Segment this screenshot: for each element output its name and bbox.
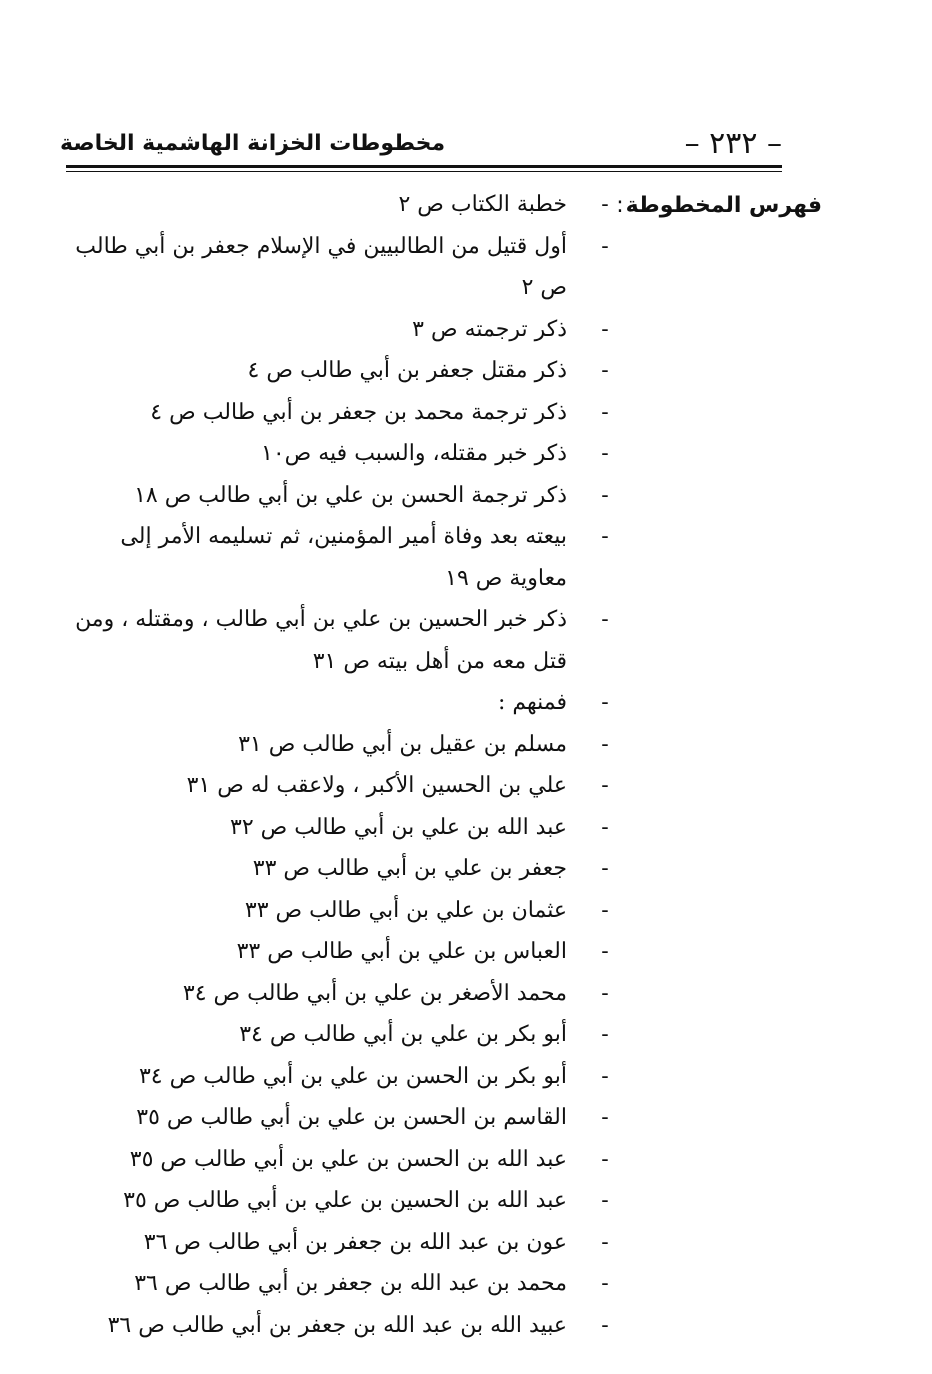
entry-dash: - — [601, 1271, 609, 1296]
entry-dash: - — [601, 773, 609, 798]
entry-text: ذكر مقتل جعفر بن أبي طالب ص ٤ — [247, 358, 567, 383]
contents-entry — [67, 1056, 609, 1098]
contents-entry — [67, 807, 609, 849]
contents-entry — [67, 931, 609, 973]
entry-dash: - — [601, 358, 609, 383]
contents-entry — [67, 350, 609, 392]
entry-text: محمد بن عبد الله بن جعفر بن أبي طالب ص ٣٦ — [134, 1271, 567, 1296]
contents-entry — [67, 516, 609, 599]
entry-dash: - — [601, 1229, 609, 1255]
contents-entry — [67, 475, 609, 517]
contents-entry — [67, 973, 609, 1015]
entry-text: عون بن عبد الله بن جعفر بن أبي طالب ص ٣٦ — [143, 1229, 567, 1255]
entry-dash: - — [601, 939, 609, 964]
entry-dash: - — [601, 856, 609, 881]
entry-dash: - — [601, 814, 609, 840]
entry-text: ذكر خبر مقتله، والسبب فيه ص١٠ — [261, 441, 567, 466]
entry-dash: - — [601, 1146, 609, 1172]
header-rule-thin — [66, 171, 782, 172]
entry-text: عثمان بن علي بن أبي طالب ص ٣٣ — [244, 897, 567, 923]
section-label-colon: : — [616, 193, 624, 218]
entry-text: عبيد الله بن عبد الله بن جعفر بن أبي طالب ص ٣٦ — [107, 1312, 567, 1338]
entry-dash: - — [601, 1063, 609, 1089]
section-label — [616, 186, 822, 226]
contents-entry — [67, 1097, 609, 1139]
entry-dash: - — [601, 690, 609, 715]
section-label-text: فهرس المخطوطة — [625, 193, 822, 218]
entry-dash: - — [601, 897, 609, 923]
entry-dash: - — [601, 1312, 609, 1338]
contents-list — [67, 184, 609, 1346]
contents-entry — [67, 433, 609, 475]
entry-text: ذكر خبر الحسين بن علي بن أبي طالب ، ومقتله ، ومن قتل معه من أهل بيته ص ٣١ — [75, 607, 567, 674]
running-header — [60, 122, 782, 166]
entry-text: فمنهم : — [497, 690, 567, 715]
entry-text: أول قتيل من الطالبيين في الإسلام جعفر بن أبي طالب ص ٢ — [75, 233, 567, 300]
entry-text: عبد الله بن الحسين بن علي بن أبي طالب ص ٣٥ — [123, 1188, 567, 1213]
contents-entry — [67, 1014, 609, 1056]
contents-entry — [67, 226, 609, 309]
running-title: مخطوطات الخزانة الهاشمية الخاصة — [60, 131, 446, 156]
entry-text: عبد الله بن علي بن أبي طالب ص ٣٢ — [230, 814, 567, 840]
entry-text: القاسم بن الحسن بن علي بن أبي طالب ص ٣٥ — [136, 1105, 567, 1130]
entry-text: محمد الأصغر بن علي بن أبي طالب ص ٣٤ — [182, 980, 567, 1006]
contents-entry — [67, 724, 609, 766]
header-rule-thick — [66, 165, 782, 168]
entry-text: ذكر ترجمة محمد بن جعفر بن أبي طالب ص ٤ — [150, 399, 567, 425]
entry-dash: - — [601, 1105, 609, 1130]
contents-entry — [67, 309, 609, 351]
entry-dash: - — [601, 1188, 609, 1213]
contents-entry — [67, 184, 609, 226]
contents-entry — [67, 765, 609, 807]
entry-dash: - — [601, 399, 609, 425]
entry-dash: - — [601, 524, 609, 549]
entry-text: ذكر ترجمته ص ٣ — [412, 316, 567, 342]
entry-text: عبد الله بن الحسن بن علي بن أبي طالب ص ٣٥ — [129, 1146, 567, 1172]
entry-text: خطبة الكتاب ص ٢ — [398, 192, 567, 217]
entry-dash: - — [601, 192, 609, 217]
entry-text: جعفر بن علي بن أبي طالب ص ٣٣ — [252, 856, 567, 881]
contents-entry — [67, 848, 609, 890]
entry-dash: - — [601, 441, 609, 466]
contents-entry — [67, 1305, 609, 1347]
entry-dash: - — [601, 316, 609, 342]
entry-dash: - — [601, 233, 609, 259]
entry-text: بيعته بعد وفاة أمير المؤمنين، ثم تسليمه الأمر إلى معاوية ص ١٩ — [120, 524, 567, 591]
entry-dash: - — [601, 980, 609, 1006]
contents-entry — [67, 1180, 609, 1222]
entry-text: مسلم بن عقيل بن أبي طالب ص ٣١ — [238, 731, 567, 757]
page-number: – ٢٣٢ – — [684, 126, 782, 161]
entry-dash: - — [601, 1022, 609, 1047]
contents-entry — [67, 1139, 609, 1181]
entry-text: علي بن الحسين الأكبر ، ولاعقب له ص ٣١ — [186, 773, 567, 798]
contents-entry — [67, 890, 609, 932]
entry-dash: - — [601, 731, 609, 757]
entry-text: أبو بكر بن الحسن بن علي بن أبي طالب ص ٣٤ — [138, 1063, 567, 1089]
contents-entry — [67, 1263, 609, 1305]
contents-entry — [67, 1222, 609, 1264]
contents-entry — [67, 392, 609, 434]
entry-text: أبو بكر بن علي بن أبي طالب ص ٣٤ — [239, 1022, 567, 1047]
entry-dash: - — [601, 482, 609, 508]
entry-dash: - — [601, 607, 609, 632]
contents-entry — [67, 599, 609, 682]
entry-text: العباس بن علي بن أبي طالب ص ٣٣ — [236, 939, 567, 964]
entry-text: ذكر ترجمة الحسن بن علي بن أبي طالب ص ١٨ — [134, 482, 567, 508]
contents-entry — [67, 682, 609, 724]
